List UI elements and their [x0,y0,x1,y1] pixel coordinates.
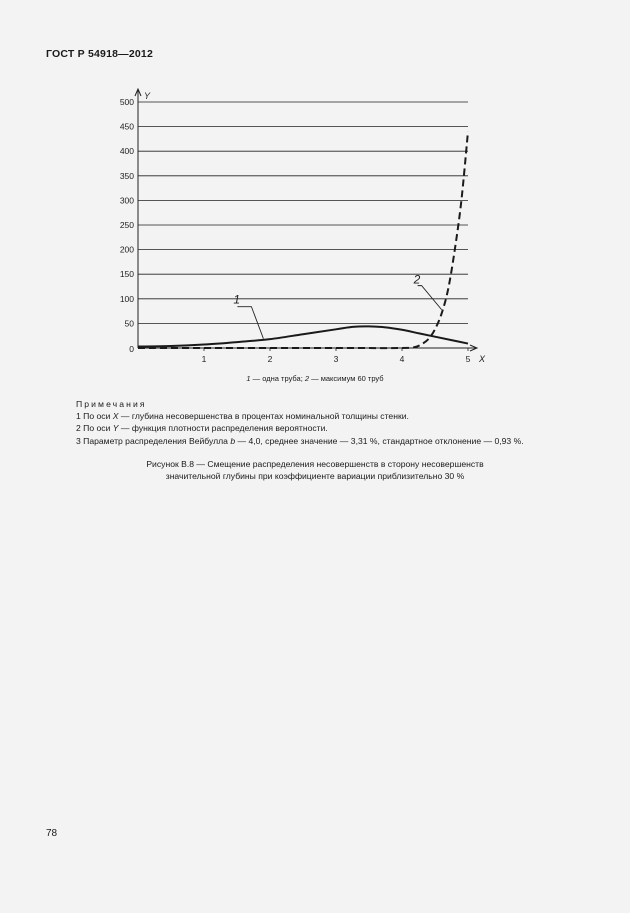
note-1-var: X [112,411,119,422]
note-3 [76,435,606,447]
legend-mark-2: 2 [304,374,310,383]
note-2-pre: 2 По оси [76,423,113,434]
y-tick-label: 300 [119,195,134,206]
note-3-pre: 3 Параметр распределения Вейбулла [76,435,231,446]
note-1-post: — глубина несовершенства в процентах номинальной толщины стенки. [118,411,409,422]
note-2-var: Y [112,423,119,434]
note-2-post: — функция плотности распределения вероятности. [118,423,328,434]
caption-line-2: значительной глубины при коэффициенте вариации приблизительно 30 % [165,471,465,481]
callout-2-leader [418,286,442,310]
callout-1-label: 1 [233,292,241,307]
y-tick-label: 450 [119,121,134,132]
note-1-pre: 1 По оси [76,411,113,422]
notes-block [76,398,606,447]
x-tick-label: 2 [267,354,273,364]
y-tick-label: 150 [119,269,134,280]
y-tick-label: 100 [119,293,134,304]
note-1 [76,410,606,422]
legend-text-1: — одна труба; [250,374,305,383]
series-1-line [138,326,468,346]
caption-line-1: Рисунок В.8 — Смещение распределения несовершенств в сторону несовершенств [146,459,484,469]
legend-mark-1: 1 [246,374,251,383]
series-2-line [138,132,468,349]
x-tick-label: 4 [399,354,405,364]
y-axis-label: Y [143,91,151,101]
note-3-var: b [230,435,236,446]
y-tick-label: 400 [119,146,134,157]
standard-header: ГОСТ Р 54918—2012 [46,48,154,60]
chart-svg [0,0,630,380]
y-tick-label: 500 [119,97,134,107]
page-number: 78 [46,828,58,839]
note-3-post: — 4,0, среднее значение — 3,31 %, стандартное отклонение — 0,93 %. [235,435,524,446]
x-tick-label: 0 [129,344,134,354]
callout-1-leader [237,307,263,339]
x-tick-label: 3 [333,354,339,364]
chart-series [138,132,468,349]
x-tick-label: 1 [201,354,207,364]
note-2 [76,422,606,434]
chart-axes [135,89,477,351]
grid-lines [138,102,468,323]
weibull-chart [0,0,630,380]
y-tick-label: 200 [119,244,134,255]
x-tick-label: 5 [465,354,471,364]
x-axis-label: X [478,354,486,364]
callout-2-label: 2 [413,272,421,287]
y-tick-label: 250 [119,220,134,230]
notes-title: Примечания [76,399,147,409]
y-tick-label: 50 [124,318,134,329]
figure-caption [110,458,520,482]
y-tick-label: 350 [119,170,134,181]
chart-legend [0,374,630,383]
legend-text-2: — максимум 60 труб [309,374,384,383]
